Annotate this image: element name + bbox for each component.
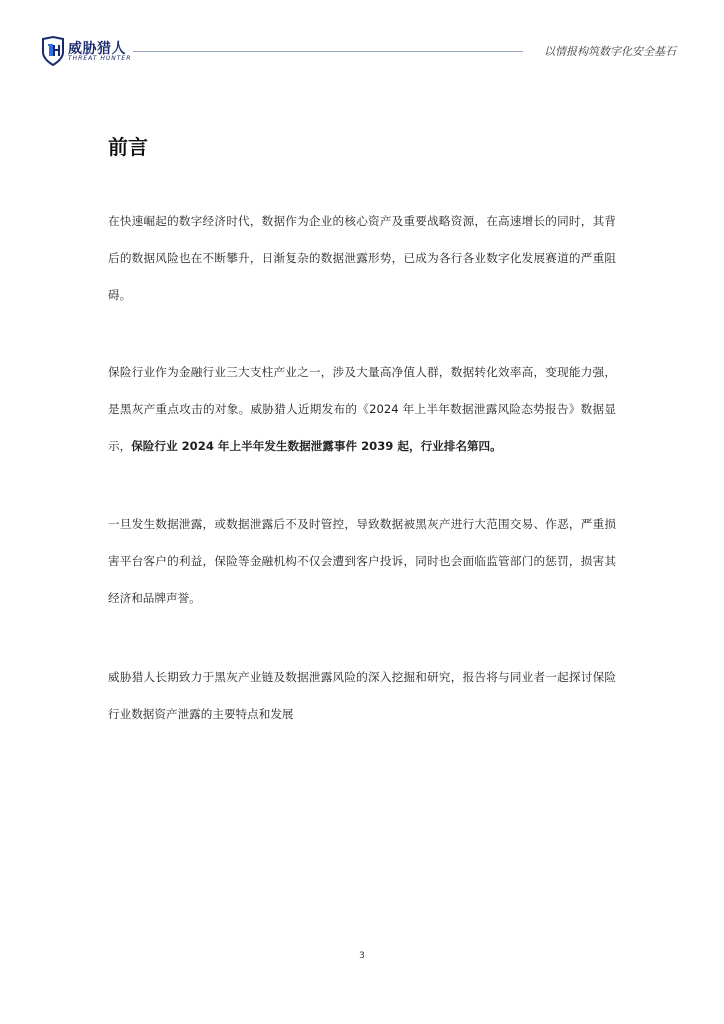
paragraph-1-text: 在快速崛起的数字经济时代，数据作为企业的核心资产及重要战略资源，在高速增长的同时，其背后的数据风险也在不断攀升，日渐复杂的数据泄露形势，已成为各行各业数字化发展赛道的严重阻碍。 — [108, 214, 616, 302]
paragraph-1 — [108, 203, 616, 314]
page-header — [40, 36, 680, 66]
paragraph-2-text: 保险行业作为金融行业三大支柱产业之一，涉及大量高净值人群，数据转化效率高，变现能力强，是黑灰产重点攻击的对象。威胁猎人近期发布的《2024 年上半年数据泄露风险态势报告》数据显示， — [108, 365, 616, 453]
paragraph-3-text: 一旦发生数据泄露，或数据泄露后不及时管控，导致数据被黑灰产进行大范围交易、作恶，严重损害平台客户的利益，保险等金融机构不仅会遭到客户投诉，同时也会面临监管部门的惩罚，损害其经济和品牌声誉。 — [108, 517, 616, 605]
paragraph-4 — [108, 659, 616, 733]
logo-name: 威胁猎人 — [68, 41, 126, 57]
page-number: 3 — [359, 951, 365, 961]
shield-logo-icon — [40, 36, 66, 66]
paragraph-2 — [108, 354, 616, 465]
logo-subtitle: THREAT HUNTER — [68, 55, 132, 62]
header-slogan: 以情报构筑数字化安全基石 — [544, 45, 676, 58]
header-divider — [133, 51, 523, 52]
threat-hunter-logo — [40, 36, 132, 66]
page-title: 前言 — [108, 135, 148, 159]
paragraph-2-highlight: 保险行业 2024 年上半年发生数据泄露事件 2039 起，行业排名第四。 — [131, 439, 502, 453]
paragraph-3 — [108, 506, 616, 617]
paragraph-4-text: 威胁猎人长期致力于黑灰产业链及数据泄露风险的深入挖掘和研究，报告将与同业者一起探讨保险行业数据资产泄露的主要特点和发展 — [108, 670, 616, 721]
